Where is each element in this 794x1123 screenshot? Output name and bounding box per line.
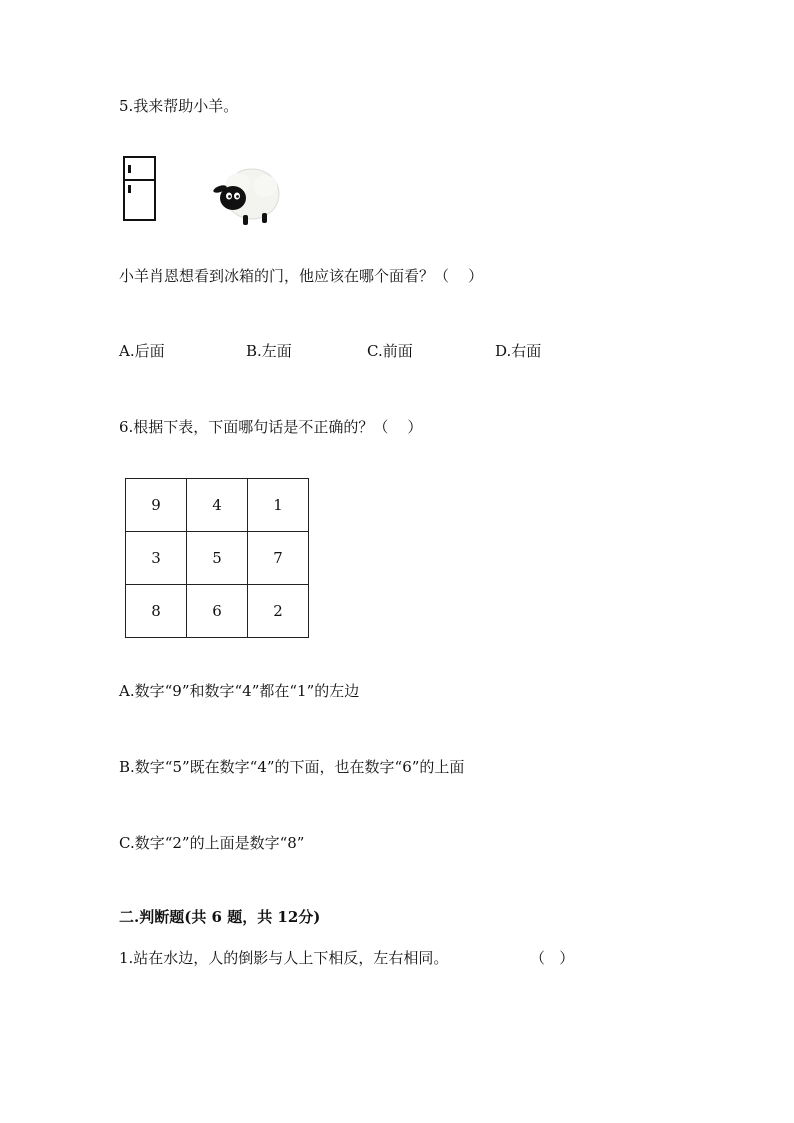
grid-cell: 4 bbox=[187, 479, 248, 532]
number-grid bbox=[125, 478, 309, 638]
q6-title: 6.根据下表，下面哪句话是不正确的？（ ） bbox=[119, 418, 423, 436]
grid-cell: 3 bbox=[126, 532, 187, 585]
grid-cell: 2 bbox=[248, 585, 309, 638]
grid-cell: 5 bbox=[187, 532, 248, 585]
table-row bbox=[126, 585, 309, 638]
judge-q1: 1.站在水边，人的倒影与人上下相反，左右相同。 bbox=[119, 949, 449, 967]
table-row bbox=[126, 532, 309, 585]
q5-option-d: D.右面 bbox=[495, 342, 542, 360]
q6-option-c: C.数字“2”的上面是数字“8” bbox=[119, 834, 305, 852]
grid-cell: 6 bbox=[187, 585, 248, 638]
q5-option-a: A.后面 bbox=[119, 342, 165, 360]
q6-option-b: B.数字“5”既在数字“4”的下面，也在数字“6”的上面 bbox=[119, 758, 465, 776]
fridge-image bbox=[122, 156, 158, 222]
table-row bbox=[126, 479, 309, 532]
section-heading: 二.判断题(共 6 题，共 12分) bbox=[119, 908, 321, 926]
q5-option-b: B.左面 bbox=[246, 342, 292, 360]
grid-cell: 1 bbox=[248, 479, 309, 532]
q5-option-c: C.前面 bbox=[367, 342, 413, 360]
q5-title: 5.我来帮助小羊。 bbox=[119, 97, 239, 115]
grid-cell: 8 bbox=[126, 585, 187, 638]
grid-cell: 9 bbox=[126, 479, 187, 532]
answer-blank[interactable]: （ ） bbox=[530, 949, 575, 967]
sheep-image bbox=[210, 162, 282, 228]
grid-cell: 7 bbox=[248, 532, 309, 585]
q5-question: 小羊肖恩想看到冰箱的门，他应该在哪个面看？（ ） bbox=[119, 267, 484, 285]
q6-option-a: A.数字“9”和数字“4”都在“1”的左边 bbox=[119, 682, 360, 700]
